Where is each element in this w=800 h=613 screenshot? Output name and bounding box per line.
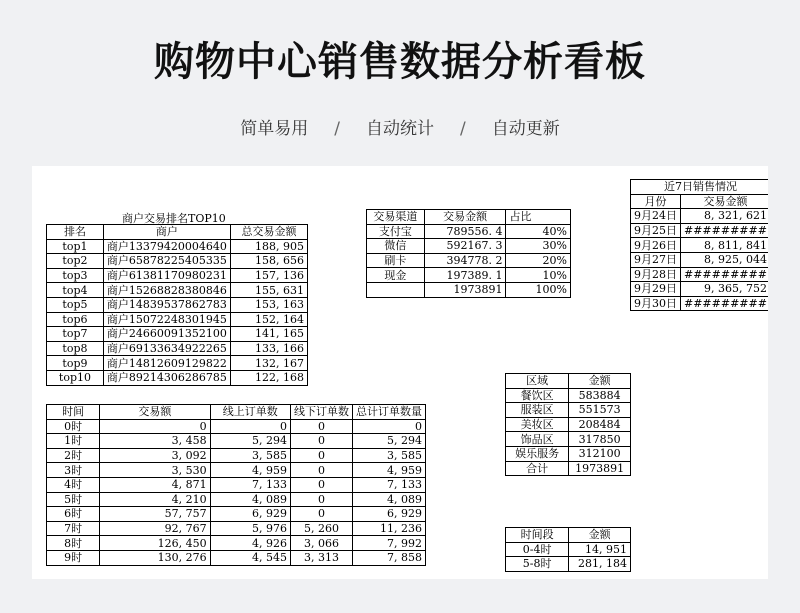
column-header: 时间 — [47, 405, 100, 420]
table-cell: 4, 959 — [210, 463, 290, 478]
table-cell: 现金 — [367, 268, 425, 283]
spreadsheet-area — [32, 166, 768, 579]
table-row — [47, 327, 308, 342]
table-cell: top2 — [47, 254, 104, 269]
table-header-row — [506, 374, 631, 389]
table-cell: 商户61381170980231 — [103, 268, 230, 283]
table-row — [47, 370, 308, 385]
table-cell: 6, 929 — [352, 507, 425, 522]
table-cell: 刷卡 — [367, 253, 425, 268]
table-cell: 158, 656 — [230, 254, 307, 269]
table-cell: 789556. 4 — [424, 224, 506, 239]
table-cell: 商户24660091352100 — [103, 327, 230, 342]
last7days-caption: 近7日销售情况 — [631, 180, 769, 195]
table-cell — [367, 282, 425, 297]
table-row — [506, 388, 631, 403]
table-cell: 9月30日 — [631, 296, 681, 311]
table-cell: 4, 210 — [100, 492, 210, 507]
table-cell: 商户13379420004640 — [103, 239, 230, 254]
table-cell: 9月24日 — [631, 209, 681, 224]
table-cell: 微信 — [367, 239, 425, 254]
table-cell: 6时 — [47, 507, 100, 522]
table-caption-row — [631, 180, 769, 195]
table-cell: 5, 294 — [210, 434, 290, 449]
table-cell: 8, 321, 621 — [681, 209, 769, 224]
table-row — [506, 446, 631, 461]
table-cell: 商户15072248301945 — [103, 312, 230, 327]
table-cell: 5-8时 — [506, 557, 569, 572]
table-cell: 9时 — [47, 550, 100, 565]
table-cell: 3, 092 — [100, 448, 210, 463]
column-header: 线上订单数 — [210, 405, 290, 420]
table-row — [631, 296, 769, 311]
table-cell: 商户89214306286785 — [103, 370, 230, 385]
table-cell: 4, 089 — [210, 492, 290, 507]
table-row — [47, 448, 426, 463]
table-row — [367, 239, 571, 254]
table-cell: top10 — [47, 370, 104, 385]
table-cell: 0 — [290, 477, 352, 492]
table-cell: 1973891 — [569, 461, 631, 476]
table-cell: 4, 089 — [352, 492, 425, 507]
table-cell: 0 — [290, 419, 352, 434]
subtitle — [0, 114, 800, 139]
table-cell: 7, 133 — [210, 477, 290, 492]
column-header: 交易额 — [100, 405, 210, 420]
table-cell: 57, 757 — [100, 507, 210, 522]
column-header: 占比 — [506, 210, 571, 225]
hourly-table — [46, 404, 426, 566]
table-cell: top4 — [47, 283, 104, 298]
column-header: 区域 — [506, 374, 569, 389]
table-row — [47, 550, 426, 565]
table-cell: 3, 585 — [210, 448, 290, 463]
table-row — [631, 282, 769, 297]
table-cell: 40% — [506, 224, 571, 239]
table-cell: 3, 530 — [100, 463, 210, 478]
table-cell: 208484 — [569, 417, 631, 432]
table-cell: 支付宝 — [367, 224, 425, 239]
table-cell: 0 — [290, 463, 352, 478]
last7days-table — [630, 179, 768, 311]
table-cell: 30% — [506, 239, 571, 254]
table-cell: top9 — [47, 356, 104, 371]
table-row — [631, 238, 769, 253]
table-cell: 1时 — [47, 434, 100, 449]
table-row — [47, 492, 426, 507]
table-cell: 1973891 — [424, 282, 506, 297]
table-cell: 126, 450 — [100, 536, 210, 551]
table-cell: 8, 925, 044 — [681, 252, 769, 267]
table-cell: 317850 — [569, 432, 631, 447]
table-cell: 281, 184 — [569, 557, 631, 572]
table-cell: 7, 133 — [352, 477, 425, 492]
merchant-top10-table — [46, 224, 308, 386]
table-cell: 0 — [290, 507, 352, 522]
table-cell: 0时 — [47, 419, 100, 434]
table-cell: 0 — [290, 434, 352, 449]
table-cell: 9月28日 — [631, 267, 681, 282]
table-cell: 商户15268828380846 — [103, 283, 230, 298]
table-cell: top7 — [47, 327, 104, 342]
column-header: 金额 — [569, 528, 631, 543]
table-row — [631, 252, 769, 267]
table-cell: 7, 992 — [352, 536, 425, 551]
column-header: 金额 — [569, 374, 631, 389]
table-row — [367, 224, 571, 239]
table-row — [367, 268, 571, 283]
table-total-row — [367, 282, 571, 297]
table-row — [631, 209, 769, 224]
table-cell: 3, 313 — [290, 550, 352, 565]
table-row — [367, 253, 571, 268]
table-row — [506, 461, 631, 476]
table-cell: 0-4时 — [506, 542, 569, 557]
table-cell: 娱乐服务 — [506, 446, 569, 461]
table-cell: 133, 166 — [230, 341, 307, 356]
column-header: 交易金额 — [681, 194, 769, 209]
table-cell: 3, 066 — [290, 536, 352, 551]
table-cell: 美妆区 — [506, 417, 569, 432]
table-cell: top6 — [47, 312, 104, 327]
table-row — [47, 341, 308, 356]
table-row — [506, 403, 631, 418]
table-cell: 0 — [352, 419, 425, 434]
channel-table — [366, 209, 571, 298]
table-cell: 197389. 1 — [424, 268, 506, 283]
subtitle-item-easy: 简单易用 — [240, 119, 309, 139]
table-row — [47, 268, 308, 283]
table-cell: 3, 458 — [100, 434, 210, 449]
table-header-row — [506, 528, 631, 543]
column-header: 线下订单数 — [290, 405, 352, 420]
table-row — [47, 419, 426, 434]
table-cell: 5, 294 — [352, 434, 425, 449]
table-cell: 583884 — [569, 388, 631, 403]
table-cell: 服装区 — [506, 403, 569, 418]
column-header: 总计订单数量 — [352, 405, 425, 420]
table-cell: 3, 585 — [352, 448, 425, 463]
table-row — [506, 417, 631, 432]
table-row — [631, 267, 769, 282]
subtitle-item-auto-stats: 自动统计 — [366, 119, 434, 139]
table-cell: 5, 976 — [210, 521, 290, 536]
table-cell: 10% — [506, 268, 571, 283]
table-cell: 饰品区 — [506, 432, 569, 447]
table-row — [47, 536, 426, 551]
table-cell: 4, 871 — [100, 477, 210, 492]
table-cell: 92, 767 — [100, 521, 210, 536]
table-cell: ######### — [681, 296, 769, 311]
table-cell: 14, 951 — [569, 542, 631, 557]
table-row — [506, 557, 631, 572]
table-row — [47, 521, 426, 536]
table-cell: 152, 164 — [230, 312, 307, 327]
table-cell: 4, 545 — [210, 550, 290, 565]
table-cell: 商户14812609129822 — [103, 356, 230, 371]
table-header-row — [47, 225, 308, 240]
table-cell: top8 — [47, 341, 104, 356]
table-cell: 0 — [290, 492, 352, 507]
table-cell: 2时 — [47, 448, 100, 463]
table-row — [47, 312, 308, 327]
table-cell: 141, 165 — [230, 327, 307, 342]
subtitle-separator: / — [460, 119, 466, 139]
column-header: 时间段 — [506, 528, 569, 543]
table-row — [47, 239, 308, 254]
table-cell: top1 — [47, 239, 104, 254]
table-header-row — [47, 405, 426, 420]
table-cell: 100% — [506, 282, 571, 297]
table-cell: 4, 959 — [352, 463, 425, 478]
table-row — [47, 356, 308, 371]
table-cell: 合计 — [506, 461, 569, 476]
table-header-row — [367, 210, 571, 225]
table-cell: 155, 631 — [230, 283, 307, 298]
table-header-row — [631, 194, 769, 209]
table-cell: 153, 163 — [230, 297, 307, 312]
table-cell: 0 — [100, 419, 210, 434]
table-cell: 132, 167 — [230, 356, 307, 371]
table-cell: 20% — [506, 253, 571, 268]
table-cell: 592167. 3 — [424, 239, 506, 254]
table-cell: 551573 — [569, 403, 631, 418]
table-cell: 9月25日 — [631, 223, 681, 238]
table-row — [506, 542, 631, 557]
table-cell: 312100 — [569, 446, 631, 461]
table-cell: 8时 — [47, 536, 100, 551]
merchant-top10-caption: 商户交易排名TOP10 — [122, 212, 226, 225]
table-cell: top5 — [47, 297, 104, 312]
column-header: 排名 — [47, 225, 104, 240]
table-cell: 商户65878225405335 — [103, 254, 230, 269]
table-cell: ######### — [681, 267, 769, 282]
region-table — [505, 373, 631, 476]
time-period-table — [505, 527, 631, 572]
table-cell: 0 — [290, 448, 352, 463]
table-cell: 8, 811, 841 — [681, 238, 769, 253]
table-row — [506, 432, 631, 447]
table-cell: 5时 — [47, 492, 100, 507]
column-header: 交易金额 — [424, 210, 506, 225]
column-header: 商户 — [103, 225, 230, 240]
table-cell: 9月27日 — [631, 252, 681, 267]
table-cell: 7, 858 — [352, 550, 425, 565]
table-cell: 9月26日 — [631, 238, 681, 253]
table-cell: 157, 136 — [230, 268, 307, 283]
table-cell: 商户69133634922265 — [103, 341, 230, 356]
column-header: 总交易金额 — [230, 225, 307, 240]
subtitle-separator: / — [334, 119, 340, 139]
table-cell: 9月29日 — [631, 282, 681, 297]
column-header: 月份 — [631, 194, 681, 209]
table-cell: 4时 — [47, 477, 100, 492]
table-row — [47, 283, 308, 298]
subtitle-item-auto-update: 自动更新 — [491, 119, 560, 139]
table-cell: ######### — [681, 223, 769, 238]
table-row — [631, 223, 769, 238]
table-cell: 4, 926 — [210, 536, 290, 551]
table-cell: 5, 260 — [290, 521, 352, 536]
table-cell: 9, 365, 752 — [681, 282, 769, 297]
table-cell: 7时 — [47, 521, 100, 536]
table-cell: 394778. 2 — [424, 253, 506, 268]
table-row — [47, 254, 308, 269]
table-cell: 122, 168 — [230, 370, 307, 385]
table-cell: 餐饮区 — [506, 388, 569, 403]
table-cell: 商户14839537862783 — [103, 297, 230, 312]
table-row — [47, 297, 308, 312]
page-title: 购物中心销售数据分析看板 — [154, 39, 646, 85]
table-row — [47, 463, 426, 478]
table-cell: 3时 — [47, 463, 100, 478]
table-cell: 0 — [210, 419, 290, 434]
table-cell: 130, 276 — [100, 550, 210, 565]
column-header: 交易渠道 — [367, 210, 425, 225]
table-cell: top3 — [47, 268, 104, 283]
table-cell: 6, 929 — [210, 507, 290, 522]
table-cell: 11, 236 — [352, 521, 425, 536]
table-row — [47, 434, 426, 449]
table-cell: 188, 905 — [230, 239, 307, 254]
table-row — [47, 507, 426, 522]
table-row — [47, 477, 426, 492]
